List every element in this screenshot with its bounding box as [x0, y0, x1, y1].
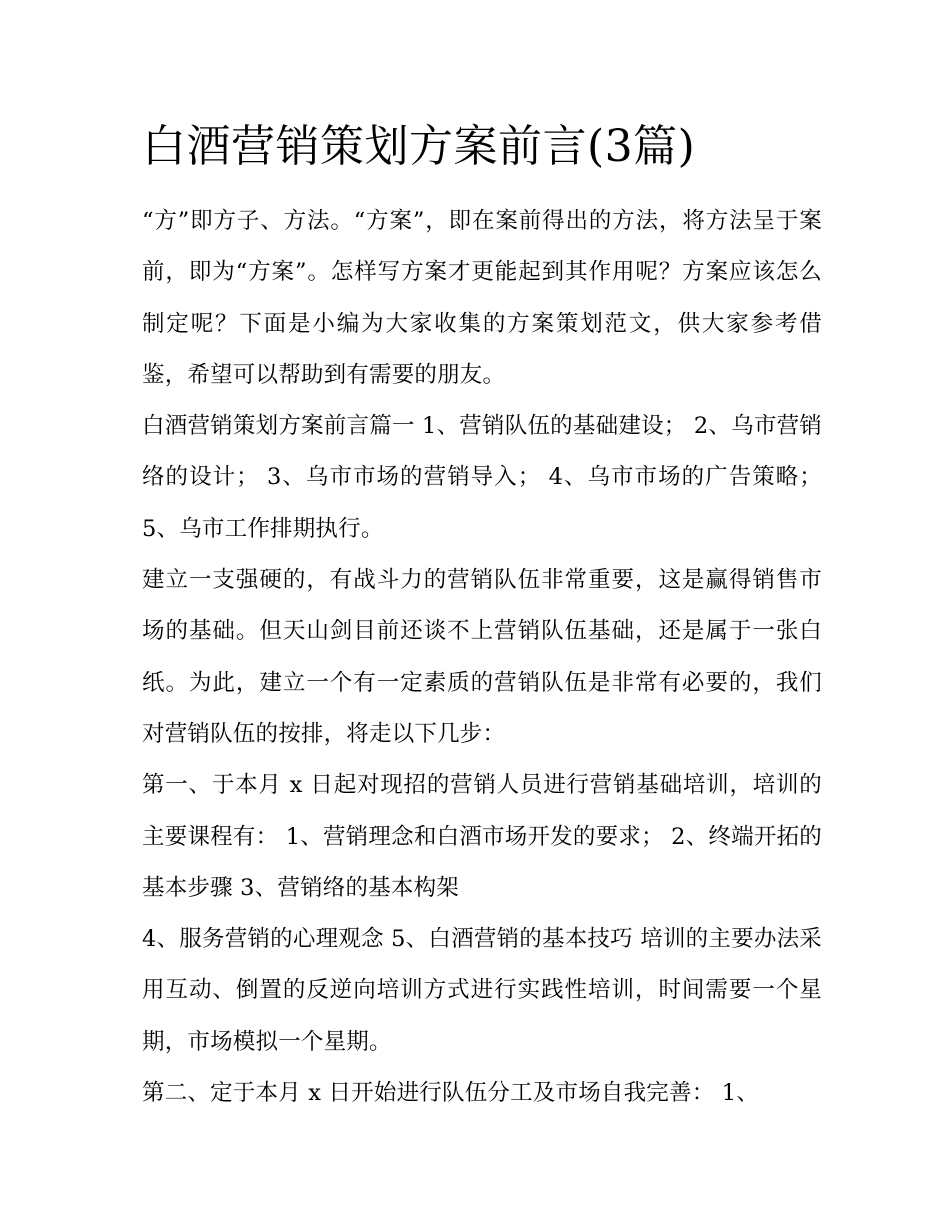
paragraph-step-one: 第一、于本月 x 日起对现招的营销人员进行营销基础培训，培训的主要课程有： 1、营销理念和白酒市场开发的要求； 2、终端开拓的基本步骤 3、营销络的基本构架	[142, 772, 822, 901]
document-body	[142, 196, 822, 1119]
paragraph-training: 4、服务营销的心理观念 5、白酒营销的基本技巧 培训的主要办法采用互动、倒置的反逆向培训方式进行实践性培训，时间需要一个星期，市场模拟一个星期。	[142, 926, 822, 1055]
paragraph-team-building: 建立一支强硬的，有战斗力的营销队伍非常重要，这是赢得销售市场的基础。但天山剑目前还谈不上营销队伍基础，还是属于一张白纸。为此，建立一个有一定素质的营销队伍是非常有必要的，我们对营销队伍的按排，将走以下几步：	[142, 567, 822, 747]
document-title: 白酒营销策划方案前言(3篇)	[142, 121, 696, 172]
paragraph-outline: 白酒营销策划方案前言篇一 1、营销队伍的基础建设； 2、乌市营销络的设计； 3、乌市市场的营销导入； 4、乌市市场的广告策略； 5、乌市工作排期执行。	[142, 413, 822, 542]
paragraph-step-two: 第二、定于本月 x 日开始进行队伍分工及市场自我完善： 1、	[142, 1080, 759, 1107]
paragraph-intro: “方”即方子、方法。“方案”，即在案前得出的方法，将方法呈于案前，即为“方案”。怎样写方案才更能起到其作用呢？方案应该怎么制定呢？下面是小编为大家收集的方案策划范文，供大家参考借鉴，希望可以帮助到有需要的朋友。	[142, 208, 822, 388]
